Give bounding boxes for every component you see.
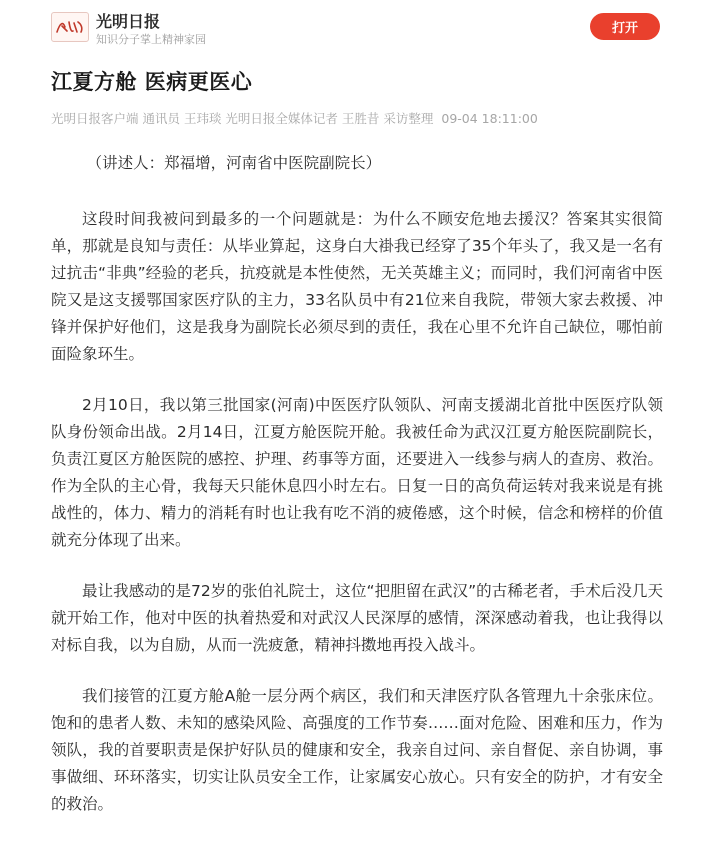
app-logo	[51, 12, 89, 42]
article-paragraph: 最让我感动的是72岁的张伯礼院士，这位“把胆留在武汉”的古稀老者，手术后没几天就开始工作，他对中医的执着热爱和对武汉人民深厚的感情，深深感动着我，也让我得以对标自我，以为自励，从而一洗疲惫，精神抖擞地再投入战斗。	[51, 582, 663, 654]
article-paragraph: 这段时间我被问到最多的一个问题就是：为什么不顾安危地去援汉？答案其实很简单，那就是良知与责任：从毕业算起，这身白大褂我已经穿了35个年头了，我又是一名有过抗击“非典”经验的老兵，抗疫就是本性使然，无关英雄主义；而同时，我们河南省中医院又是这支援鄂国家医疗队的主力，33名队员中有21位来自我院，带领大家去救援、冲锋并保护好他们，这是我身为副院长必须尽到的责任，我在心里不允许自己缺位，哪怕前面险象环生。	[51, 210, 663, 363]
article-paragraph-speaker: （讲述人：郑福增，河南省中医院副院长）	[86, 154, 382, 172]
app-slogan: 知识分子掌上精神家园	[96, 33, 206, 46]
article-meta	[51, 109, 671, 127]
article-timestamp: 09-04 18:11:00	[441, 111, 538, 126]
article-title: 江夏方舱 医病更医心	[51, 70, 253, 94]
open-app-button[interactable]: 打开	[590, 13, 660, 40]
app-name: 光明日报	[96, 12, 161, 31]
app-banner	[0, 0, 710, 52]
article-paragraph: 我们接管的江夏方舱A舱一层分两个病区，我们和天津医疗队各管理九十余张床位。饱和的患者人数、未知的感染风险、高强度的工作节奏……面对危险、困难和压力，作为领队，我的首要职责是保护好队员的健康和安全，我亲自过问、亲自督促、亲自协调，事事做细、环环落实，切实让队员安全工作，让家属安心放心。只有安全的防护，才有安全的救治。	[51, 687, 663, 813]
article-byline: 光明日报客户端 通讯员 王玮琰 光明日报全媒体记者 王胜昔 采访整理	[51, 111, 434, 126]
article-body	[51, 150, 663, 842]
article-paragraph: 2月10日，我以第三批国家(河南)中医医疗队领队、河南支援湖北首批中医医疗队领队身份领命出战。2月14日，江夏方舱医院开舱。我被任命为武汉江夏方舱医院副院长，负责江夏区方舱医院的感控、护理、药事等方面，还要进入一线参与病人的查房、救治。作为全队的主心骨，我每天只能休息四小时左右。日复一日的高负荷运转对我来说是有挑战性的，体力、精力的消耗有时也让我有吃不消的疲倦感，这个时候，信念和榜样的价值就充分体现了出来。	[51, 396, 663, 549]
logo-calligraphy-icon	[54, 17, 86, 37]
